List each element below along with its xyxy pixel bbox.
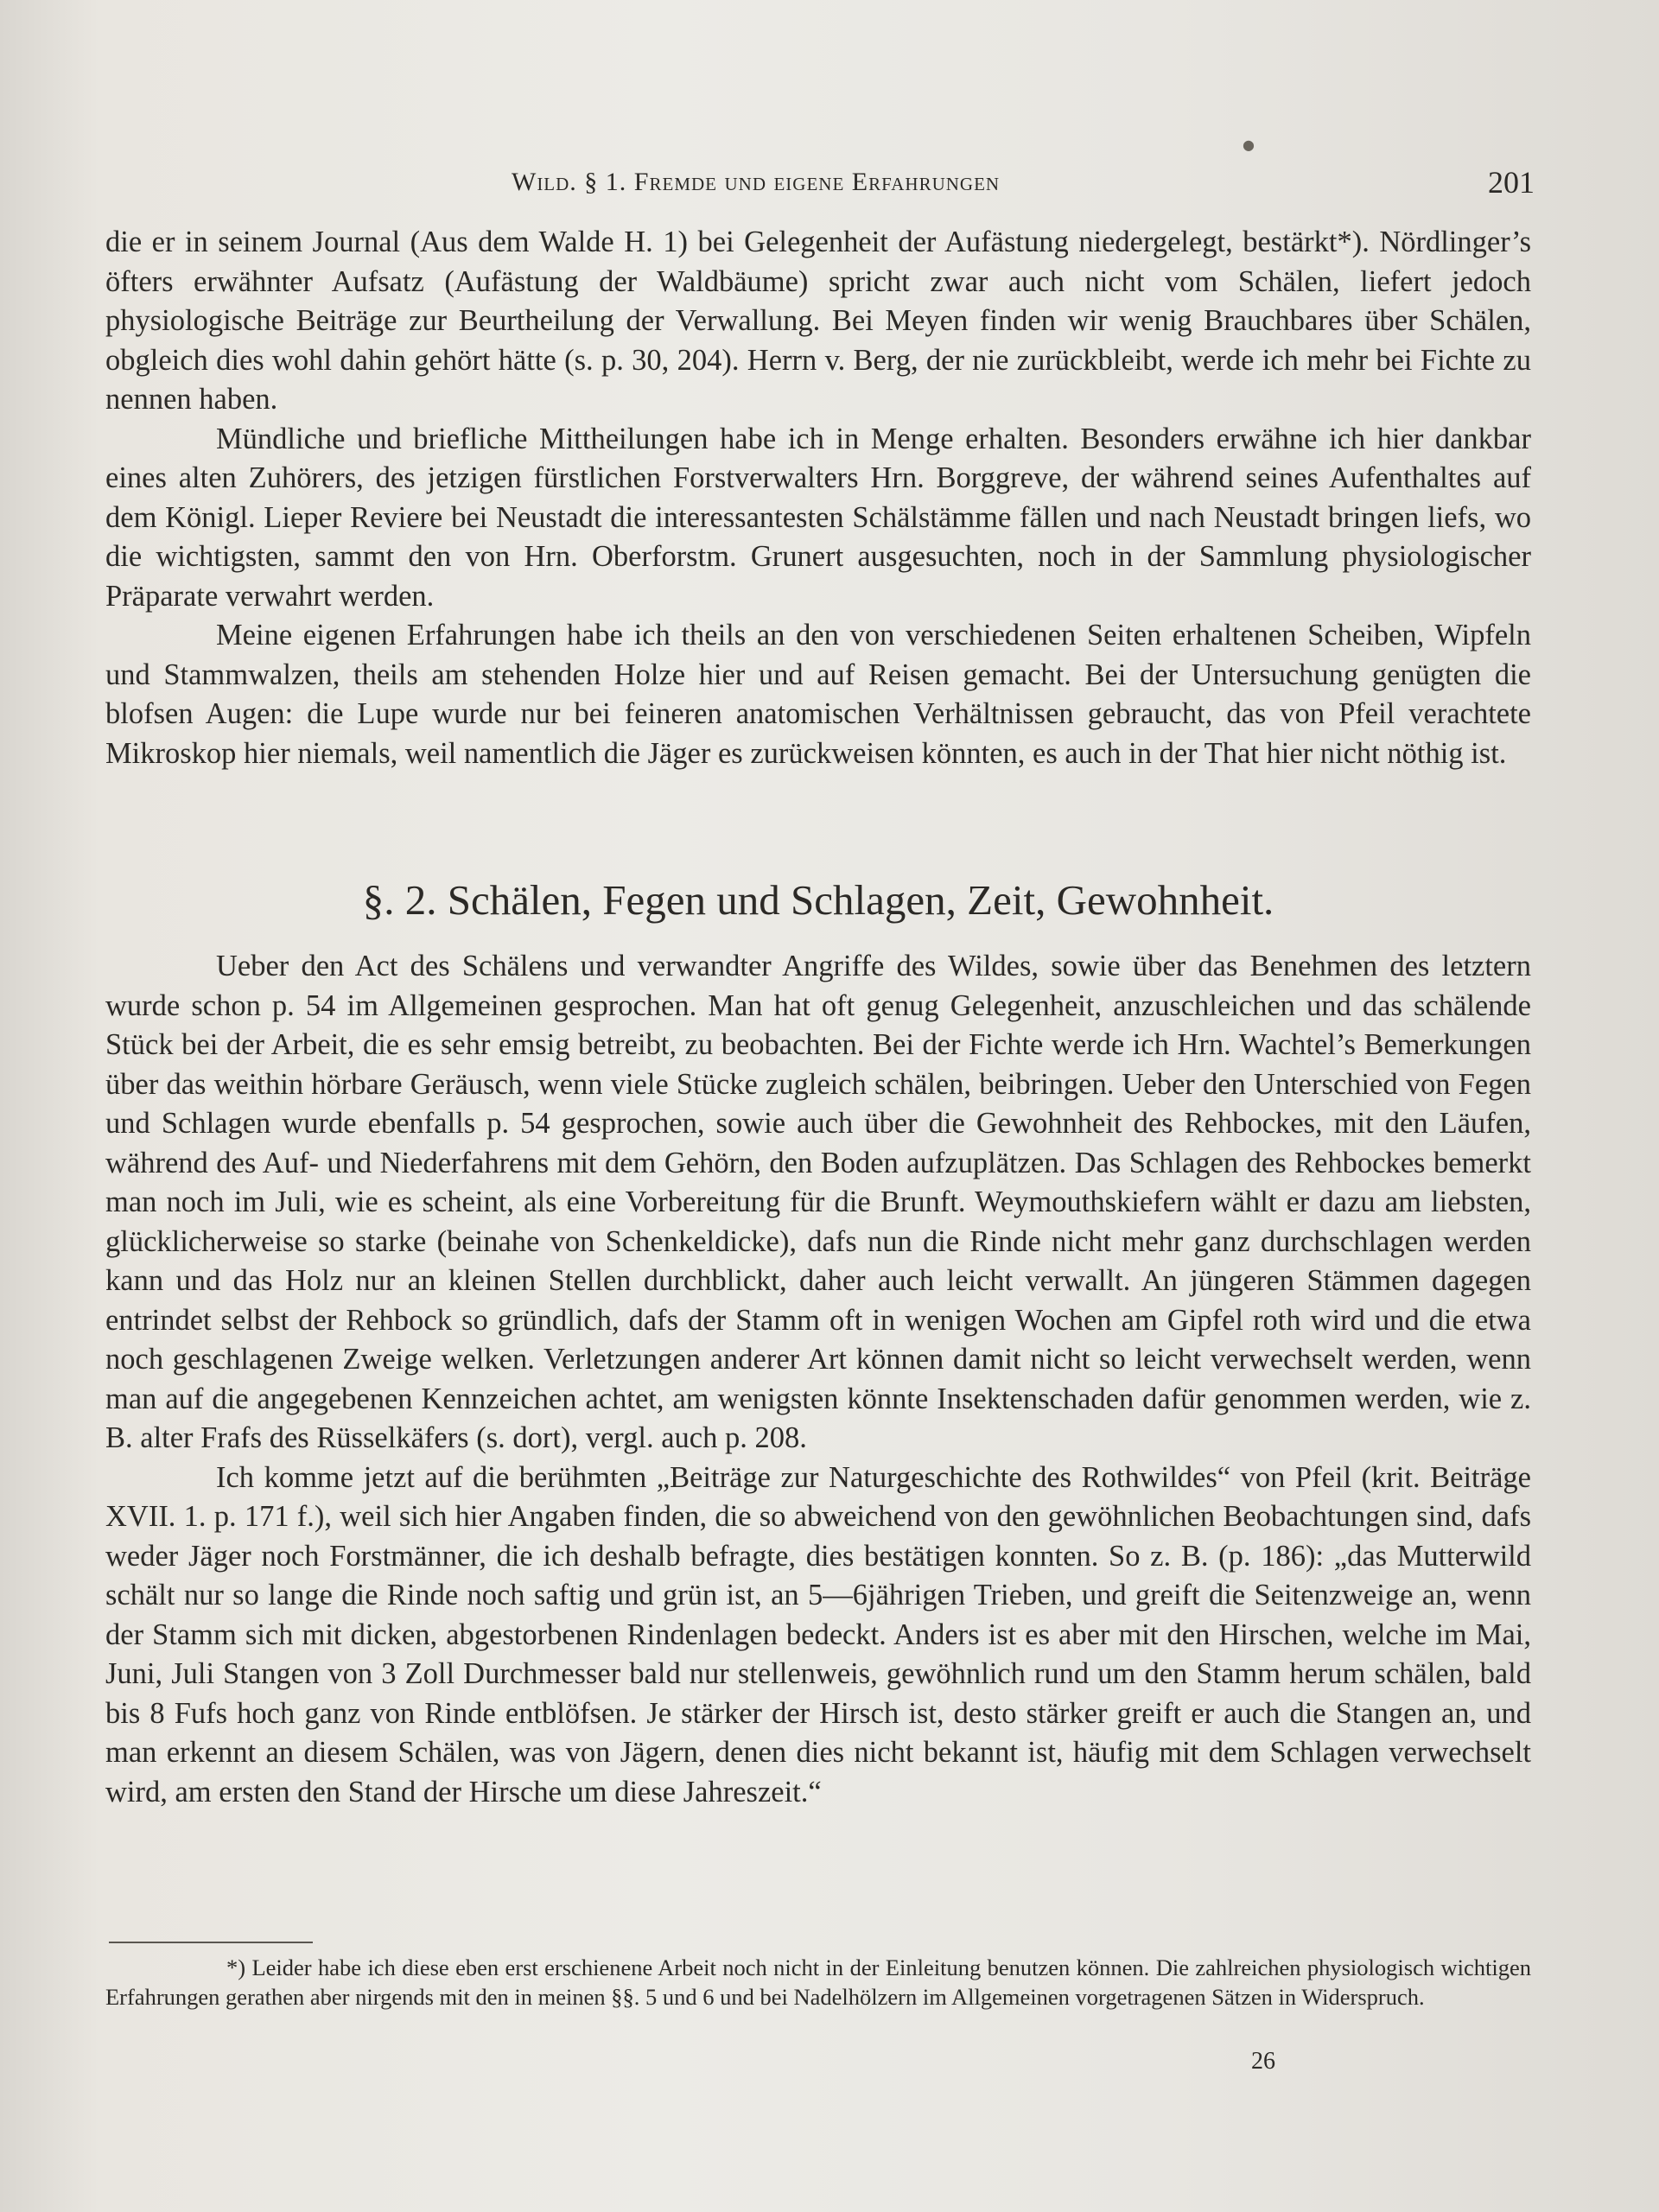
printer-signature-mark: 26	[1251, 2048, 1275, 2075]
ink-speck-mark: ●	[1243, 137, 1255, 153]
paragraph: Mündliche und briefliche Mittheilungen habe ich in Menge erhalten. Besonders erwähne ich hier dankbar eines alten Zuhörers, des jetzigen fürstlichen Forstverwalters Hrn. Borggreve, der während seines Aufenthaltes auf dem Königl. Lieper Reviere bei Neustadt die interessantesten Schälstämme fällen und nach Neustadt bringen liefs, wo die wichtigsten, sammt den von Hrn. Oberforstm. Grunert ausgesuchten, noch in der Sammlung physiologischer Präparate verwahrt werden.	[105, 422, 1531, 613]
page-number: 201	[1488, 165, 1535, 200]
footnote-text: *) Leider habe ich diese eben erst erschienene Arbeit noch nicht in der Einleitung benutzen können. Die zahlreichen physiologisch wichtigen Erfahrungen gerathen aber nirgends mit den in meinen §§. 5 und 6 und bei Nadelhölzern im Allgemeinen vorgetragenen Sätzen in Widerspruch.	[105, 1955, 1531, 2010]
footnote	[105, 1953, 1531, 2012]
page-header	[105, 164, 1535, 213]
paragraph: Ueber den Act des Schälens und verwandter Angriffe des Wildes, sowie über das Benehmen des letztern wurde schon p. 54 im Allgemeinen gesprochen. Man hat oft genug Gelegenheit, anzuschleichen und das schälende Stück bei der Arbeit, die es sehr emsig betreibt, zu beobachten. Bei der Fichte werde ich Hrn. Wachtel’s Bemerkungen über das weithin hörbare Geräusch, wenn viele Stücke zugleich schälen, beibringen. Ueber den Unterschied von Fegen und Schlagen wurde ebenfalls p. 54 gesprochen, sowie auch über die Gewohnheit des Rehbockes, mit den Läufen, während des Auf- und Niederfahrens mit dem Gehörn, den Boden aufzuplätzen. Das Schlagen des Rehbockes bemerkt man noch im Juli, wie es scheint, als eine Vorbereitung für die Brunft. Weymouthskiefern wählt er dazu am liebsten, glücklicherweise so starke (beinahe von Schenkeldicke), dafs nun die Rinde nicht mehr ganz durchschlagen werden kann und das Holz nur an kleinen Stellen durchblickt, daher auch leicht verwallt. An jüngeren Stämmen dagegen entrindet selbst der Rehbock so gründlich, dafs der Stamm oft in wenigen Wochen am Gipfel roth wird und die etwa noch geschlagenen Zweige welken. Verletzungen anderer Art können damit nicht so leicht verwechselt werden, wenn man auf die angegebenen Kennzeichen achtet, am wenigsten könnte Insektenschaden dafür genommen werden, wie z. B. alter Frafs des Rüsselkäfers (s. dort), vergl. auch p. 208.	[105, 950, 1531, 1454]
section-heading: §. 2. Schälen, Fegen und Schlagen, Zeit, Gewohnheit.	[362, 876, 1274, 924]
text-block-section	[105, 947, 1531, 1812]
paragraph: die er in seinem Journal (Aus dem Walde H. 1) bei Gelegenheit der Aufästung niedergelegt, bestärkt*). Nördlinger’s öfters erwähnter Aufsatz (Aufästung der Waldbäume) spricht zwar auch nicht vom Schälen, liefert jedoch physiologische Beiträge zur Beurtheilung der Verwallung. Bei Meyen finden wir wenig Brauchbares über Schälen, obgleich dies wohl dahin gehört hätte (s. p. 30, 204). Herrn v. Berg, der nie zurückbleibt, werde ich mehr bei Fichte zu nennen haben.	[105, 226, 1531, 416]
text-block-intro	[105, 223, 1531, 773]
paragraph: Meine eigenen Erfahrungen habe ich theils an den von verschiedenen Seiten erhaltenen Scheiben, Wipfeln und Stammwalzen, theils am stehenden Holze hier und auf Reisen gemacht. Bei der Untersuchung genügten die blofsen Augen: die Lupe wurde nur bei feineren anatomischen Verhältnissen gebraucht, das von Pfeil verachtete Mikroskop hier niemals, weil namentlich die Jäger es zurückweisen könnten, es auch in der That hier nicht nöthig ist.	[105, 619, 1531, 770]
paragraph: Ich komme jetzt auf die berühmten „Beiträge zur Naturgeschichte des Rothwildes“ von Pfeil (krit. Beiträge XVII. 1. p. 171 f.), weil sich hier Angaben finden, die so abweichend von den gewöhnlichen Beobachtungen sind, dafs weder Jäger noch Forstmänner, die ich deshalb befragte, dies bestätigen konnten. So z. B. (p. 186): „das Mutterwild schält nur so lange die Rinde noch saftig und grün ist, an 5—6jährigen Trieben, und greift die Seitenzweige an, wenn der Stamm sich mit dicken, abgestorbenen Rindenlagen bedeckt. Anders ist es aber mit den Hirschen, welche im Mai, Juni, Juli Stangen von 3 Zoll Durchmesser bald nur stellenweis, gewöhnlich rund um den Stamm herum schälen, bald bis 8 Fufs hoch ganz von Rinde entblöfsen. Je stärker der Hirsch ist, desto stärker greift er auch die Stangen an, und man erkennt an diesem Schälen, was von Jägern, denen dies nicht bekannt ist, häufig mit dem Schlagen verwechselt wird, am ersten den Stand der Hirsche um diese Jahreszeit.“	[105, 1460, 1531, 1808]
running-title: Wild. § 1. Fremde und eigene Erfahrungen	[512, 168, 1001, 196]
footnote-divider	[109, 1942, 313, 1943]
